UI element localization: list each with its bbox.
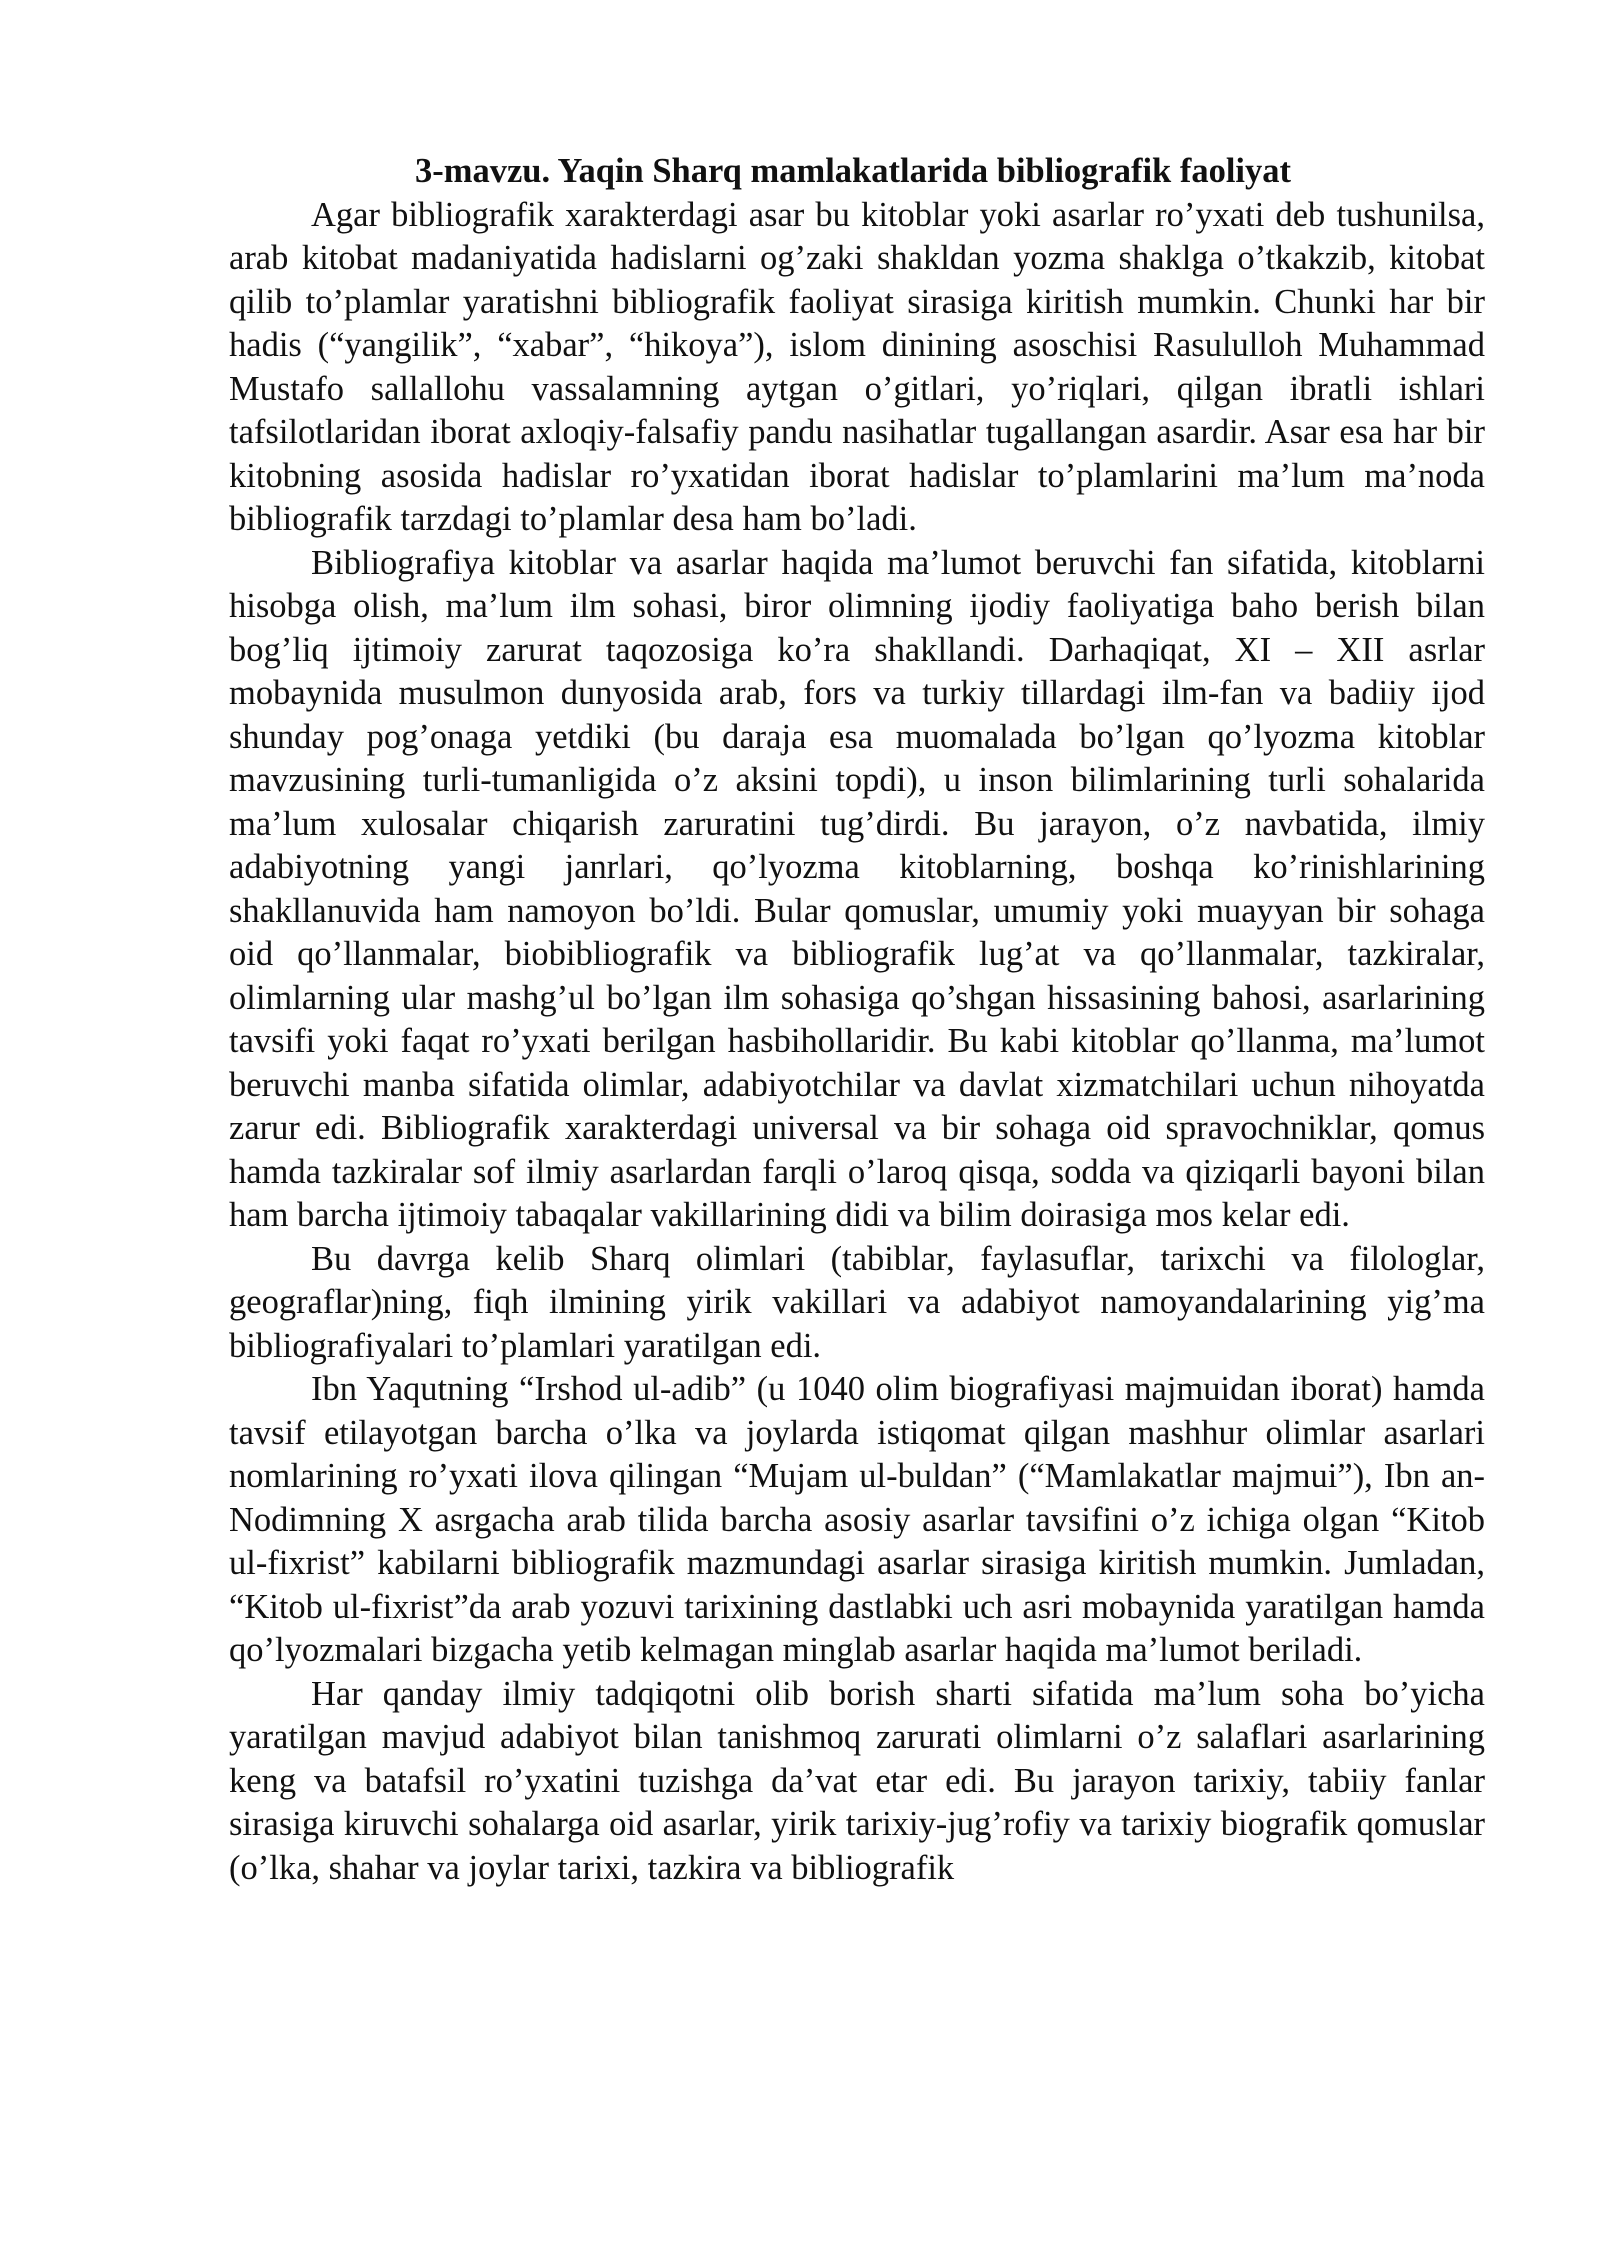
paragraph-2: Bibliografiya kitoblar va asarlar haqida ma’lumot beruvchi fan sifatida, kitoblarni hisobga olish, ma’lum ilm sohasi, biror olimning ijodiy faoliyatiga baho berish bilan bog’liq ijtimoiy zarurat taqozosiga ko’ra shakllandi. Darhaqiqat, XI – XII asrlar mobaynida musulmon dunyosida arab, fors va turkiy tillardagi ilm-fan va badiiy ijod shunday pog’onaga yetdiki (bu daraja esa muomalada bo’lgan qo’lyozma kitoblar mavzusining turli-tumanligida o’z aksini topdi), u inson bilimlarining turli sohalarida ma’lum xulosalar chiqarish zaruratini tug’dirdi. Bu jarayon, o’z navbatida, ilmiy adabiyotning yangi janrlari, qo’lyozma kitoblarning, boshqa ko’rinishlarining shakllanuvida ham namoyon bo’ldi. Bular qomuslar, umumiy yoki muayyan bir sohaga oid qo’llanmalar, biobibliografik va bibliografik lug’at va qo’llanmalar, tazkiralar, olimlarning ular mashg’ul bo’lgan ilm sohasiga qo’shgan hissasining bahosi, asarlarining tavsifi yoki faqat ro’yxati berilgan hasbihollaridir. Bu kabi kitoblar qo’llanma, ma’lumot beruvchi manba sifatida olimlar, adabiyotchilar va davlat xizmatchilari uchun nihoyatda zarur edi. Bibliografik xarakterdagi universal va bir sohaga oid spravochniklar, qomus hamda tazkiralar sof ilmiy asarlardan farqli o’laroq qisqa, sodda va qiziqarli bayoni bilan ham barcha ijtimoiy tabaqalar vakillarining didi va bilim doirasiga mos kelar edi.	[229, 543, 1485, 1234]
paragraph-4: Ibn Yaqutning “Irshod ul-adib” (u 1040 olim biografiyasi majmuidan iborat) hamda tavsif etilayotgan barcha o’lka va joylarda istiqomat qilgan mashhur olimlar asarlari nomlarining ro’yxati ilova qilingan “Mujam ul-buldan” (“Mamlakatlar majmui”), Ibn an-Nodimning X asrgacha arab tilida barcha asosiy asarlar tavsifini o’z ichiga olgan “Kitob ul-fixrist” kabilarni bibliografik mazmundagi asarlar sirasiga kiritish mumkin. Jumladan, “Kitob ul-fixrist”da arab yozuvi tarixining dastlabki uch asri mobaynida yaratilgan hamda qo’lyozmalari bizgacha yetib kelmagan minglab asarlar haqida ma’lumot beriladi.	[229, 1370, 1485, 1669]
paragraph-1: Agar bibliografik xarakterdagi asar bu kitoblar yoki asarlar ro’yxati deb tushunilsa, arab kitobat madaniyatida hadislarni og’zaki shakldan yozma shaklga o’tkakzib, kitobat qilib to’plamlar yaratishni bibliografik faoliyat sirasiga kiritish mumkin. Chunki har bir hadis (“yangilik”, “xabar”, “hikoya”), islom dinining asoschisi Rasululloh Muhammad Mustafo sallallohu vassalamning aytgan o’gitlari, yo’riqlari, qilgan ibratli ishlari tafsilotlaridan iborat axloqiy-falsafiy pandu nasihatlar tugallangan asardir. Asar esa har bir kitobning asosida hadislar ro’yxatidan iborat hadislar to’plamlarini ma’lum ma’noda bibliografik tarzdagi to’plamlar desa ham bo’ladi.	[229, 195, 1485, 538]
paragraph-3: Bu davrga kelib Sharq olimlari (tabiblar, faylasuflar, tarixchi va filologlar, geograflar)ning, fiqh ilmining yirik vakillari va adabiyot namoyandalarining yig’ma bibliografiyalari to’plamlari yaratilgan edi.	[229, 1239, 1485, 1365]
paragraph-5: Har qanday ilmiy tadqiqotni olib borish sharti sifatida ma’lum soha bo’yicha yaratilgan mavjud adabiyot bilan tanishmoq zarurati olimlarni o’z salaflari asarlarining keng va batafsil ro’yxatini tuzishga da’vat etar edi. Bu jarayon tarixiy, tabiiy fanlar sirasiga kiruvchi sohalarga oid asarlar, yirik tarixiy-jug’rofiy va tarixiy biografik qomuslar (o’lka, shahar va joylar tarixi, tazkira va bibliografik	[229, 1674, 1485, 1887]
document-body	[229, 150, 1485, 1890]
document-title: 3-mavzu. Yaqin Sharq mamlakatlarida bibliografik faoliyat	[415, 152, 1292, 190]
